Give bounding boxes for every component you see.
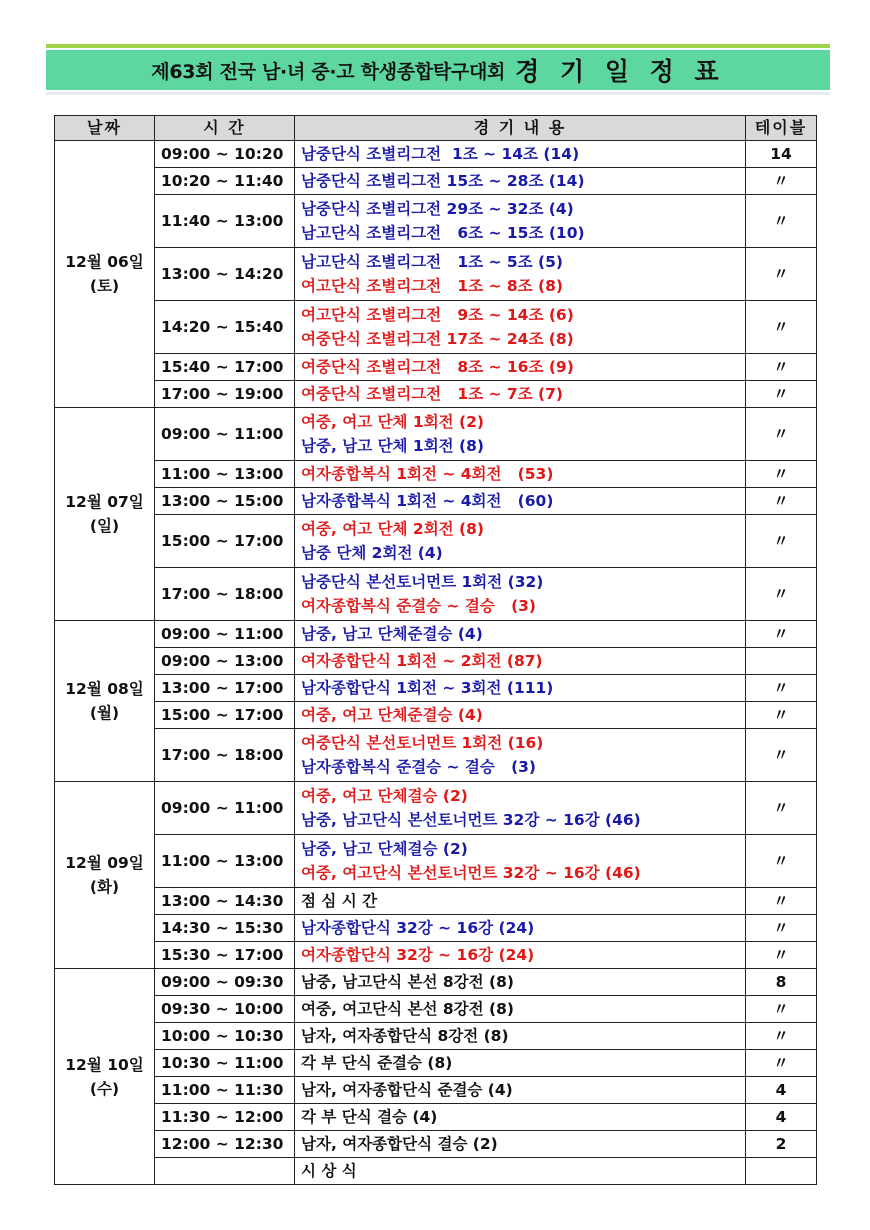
date-cell <box>55 969 155 1185</box>
table-count-cell: 〃 <box>746 729 817 782</box>
event-text: 남중, 남고 단체 1회전 (8) <box>301 437 484 455</box>
table-count-cell: 〃 <box>746 888 817 915</box>
table-row <box>55 1158 817 1185</box>
table-row <box>55 1050 817 1077</box>
event-cell <box>295 969 746 996</box>
table-row <box>55 675 817 702</box>
time-cell: 11:40 ~ 13:00 <box>155 195 295 248</box>
event-text: 여중, 여고단식 본선토너먼트 32강 ~ 16강 (46) <box>301 864 641 882</box>
header-content: 경 기 내 용 <box>295 116 746 141</box>
table-count-cell: 〃 <box>746 488 817 515</box>
table-row <box>55 354 817 381</box>
weekday-label: (화) <box>89 878 120 896</box>
table-count-cell: 〃 <box>746 248 817 301</box>
event-cell <box>295 381 746 408</box>
event-text: 남중 단체 2회전 (4) <box>301 544 443 562</box>
event-text: 여중, 여고 단체준결승 (4) <box>301 706 483 724</box>
table-row <box>55 248 817 301</box>
time-cell: 13:00 ~ 15:00 <box>155 488 295 515</box>
event-cell <box>295 729 746 782</box>
event-text: 남자, 여자종합단식 8강전 (8) <box>301 1027 509 1045</box>
time-cell: 09:30 ~ 10:00 <box>155 996 295 1023</box>
table-count-cell: 〃 <box>746 168 817 195</box>
time-cell: 17:00 ~ 18:00 <box>155 729 295 782</box>
table-count-cell: 〃 <box>746 702 817 729</box>
table-row <box>55 648 817 675</box>
event-text: 여자종합복식 준결승 ~ 결승 (3) <box>301 597 537 615</box>
weekday-label: (수) <box>89 1079 120 1098</box>
time-cell: 13:00 ~ 14:30 <box>155 888 295 915</box>
table-row <box>55 195 817 248</box>
time-cell: 17:00 ~ 18:00 <box>155 568 295 621</box>
event-text: 남중, 남고 단체결승 (2) <box>301 840 468 858</box>
date-cell <box>55 621 155 782</box>
event-text: 남중, 남고단식 본선토너먼트 32강 ~ 16강 (46) <box>301 811 641 829</box>
table-row <box>55 782 817 835</box>
document-title-emphasis: 경 기 일 정 표 <box>515 57 725 86</box>
table-row <box>55 1077 817 1104</box>
table-count-cell: 〃 <box>746 996 817 1023</box>
time-cell: 14:20 ~ 15:40 <box>155 301 295 354</box>
time-cell: 10:30 ~ 11:00 <box>155 1050 295 1077</box>
event-cell <box>295 248 746 301</box>
event-cell <box>295 675 746 702</box>
event-cell <box>295 1131 746 1158</box>
event-cell <box>295 568 746 621</box>
time-cell: 15:40 ~ 17:00 <box>155 354 295 381</box>
table-row <box>55 461 817 488</box>
time-cell: 15:00 ~ 17:00 <box>155 515 295 568</box>
table-row <box>55 381 817 408</box>
title-bottom-stripe <box>46 92 830 95</box>
table-row <box>55 168 817 195</box>
event-text: 여고단식 조별리그전 1조 ~ 8조 (8) <box>301 277 563 295</box>
event-text: 남자종합단식 32강 ~ 16강 (24) <box>301 919 535 937</box>
table-row <box>55 301 817 354</box>
event-text: 남자종합복식 준결승 ~ 결승 (3) <box>301 758 537 776</box>
event-text: 남자종합단식 1회전 ~ 3회전 (111) <box>301 679 554 697</box>
table-row <box>55 1104 817 1131</box>
event-text: 남자, 여자종합단식 결승 (2) <box>301 1135 498 1153</box>
event-cell <box>295 461 746 488</box>
event-text: 여중단식 조별리그전 1조 ~ 7조 (7) <box>301 385 563 403</box>
title-banner <box>46 44 830 98</box>
date-label: 12월 06일 <box>65 253 144 271</box>
event-cell <box>295 1104 746 1131</box>
table-row <box>55 702 817 729</box>
date-label: 12월 09일 <box>65 854 144 872</box>
table-row <box>55 1131 817 1158</box>
date-cell <box>55 782 155 969</box>
header-table: 테이블 <box>746 116 817 141</box>
table-count-cell: 〃 <box>746 782 817 835</box>
event-text: 여중, 여고 단체결승 (2) <box>301 787 468 805</box>
title-top-stripe <box>46 44 830 48</box>
title-bar <box>46 50 830 90</box>
time-cell <box>155 1158 295 1185</box>
event-text: 남중단식 조별리그전 29조 ~ 32조 (4) <box>301 200 574 218</box>
event-text: 남중단식 조별리그전 15조 ~ 28조 (14) <box>301 172 585 190</box>
time-cell: 10:00 ~ 10:30 <box>155 1023 295 1050</box>
time-cell: 09:00 ~ 09:30 <box>155 969 295 996</box>
event-text: 여중, 여고 단체 1회전 (2) <box>301 413 484 431</box>
table-count-cell: 〃 <box>746 301 817 354</box>
table-row <box>55 568 817 621</box>
table-count-cell: 〃 <box>746 915 817 942</box>
table-row <box>55 621 817 648</box>
event-text: 남중, 남고 단체준결승 (4) <box>301 625 483 643</box>
table-row <box>55 488 817 515</box>
event-text: 남고단식 조별리그전 6조 ~ 15조 (10) <box>301 224 585 242</box>
header-date: 날짜 <box>55 116 155 141</box>
event-cell <box>295 408 746 461</box>
time-cell: 15:30 ~ 17:00 <box>155 942 295 969</box>
table-row <box>55 888 817 915</box>
date-cell <box>55 408 155 621</box>
table-count-cell: 4 <box>746 1104 817 1131</box>
table-row <box>55 969 817 996</box>
event-cell <box>295 835 746 888</box>
event-text: 남고단식 조별리그전 1조 ~ 5조 (5) <box>301 253 563 271</box>
table-count-cell <box>746 648 817 675</box>
table-count-cell: 〃 <box>746 408 817 461</box>
event-text: 점 심 시 간 <box>301 892 378 910</box>
event-text: 여중단식 조별리그전 8조 ~ 16조 (9) <box>301 358 574 376</box>
event-text: 여자종합복식 1회전 ~ 4회전 (53) <box>301 465 554 483</box>
event-cell <box>295 195 746 248</box>
event-cell <box>295 168 746 195</box>
table-count-cell: 8 <box>746 969 817 996</box>
time-cell: 09:00 ~ 11:00 <box>155 621 295 648</box>
event-cell <box>295 702 746 729</box>
event-cell <box>295 1158 746 1185</box>
event-text: 여고단식 조별리그전 9조 ~ 14조 (6) <box>301 306 574 324</box>
table-row <box>55 915 817 942</box>
table-count-cell: 〃 <box>746 515 817 568</box>
time-cell: 13:00 ~ 14:20 <box>155 248 295 301</box>
time-cell: 11:30 ~ 12:00 <box>155 1104 295 1131</box>
event-cell <box>295 515 746 568</box>
table-count-cell: 〃 <box>746 675 817 702</box>
event-text: 남중, 남고단식 본선 8강전 (8) <box>301 973 514 991</box>
event-cell <box>295 942 746 969</box>
event-cell <box>295 354 746 381</box>
date-cell <box>55 141 155 408</box>
table-count-cell: 〃 <box>746 835 817 888</box>
table-row <box>55 1023 817 1050</box>
time-cell: 09:00 ~ 11:00 <box>155 408 295 461</box>
table-row <box>55 729 817 782</box>
event-text: 남중단식 조별리그전 1조 ~ 14조 (14) <box>301 145 580 163</box>
header-row <box>55 116 817 141</box>
table-row <box>55 996 817 1023</box>
table-row <box>55 942 817 969</box>
date-label: 12월 10일 <box>65 1055 144 1074</box>
event-text: 남자종합복식 1회전 ~ 4회전 (60) <box>301 492 554 510</box>
table-row <box>55 515 817 568</box>
time-cell: 15:00 ~ 17:00 <box>155 702 295 729</box>
event-cell <box>295 141 746 168</box>
table-count-cell <box>746 1158 817 1185</box>
event-text: 남중단식 본선토너먼트 1회전 (32) <box>301 573 544 591</box>
table-count-cell: 〃 <box>746 461 817 488</box>
table-count-cell: 〃 <box>746 1023 817 1050</box>
time-cell: 09:00 ~ 11:00 <box>155 782 295 835</box>
table-count-cell: 〃 <box>746 354 817 381</box>
event-cell <box>295 1050 746 1077</box>
table-count-cell: 〃 <box>746 621 817 648</box>
table-count-cell: 14 <box>746 141 817 168</box>
table-count-cell: 〃 <box>746 942 817 969</box>
event-cell <box>295 621 746 648</box>
time-cell: 14:30 ~ 15:30 <box>155 915 295 942</box>
table-count-cell: 4 <box>746 1077 817 1104</box>
event-cell <box>295 996 746 1023</box>
event-cell <box>295 1077 746 1104</box>
event-text: 여중단식 조별리그전 17조 ~ 24조 (8) <box>301 330 574 348</box>
event-cell <box>295 488 746 515</box>
event-text: 남자, 여자종합단식 준결승 (4) <box>301 1081 513 1099</box>
event-cell <box>295 888 746 915</box>
table-count-cell: 〃 <box>746 568 817 621</box>
header-time: 시 간 <box>155 116 295 141</box>
date-label: 12월 08일 <box>65 680 144 698</box>
time-cell: 11:00 ~ 13:00 <box>155 461 295 488</box>
event-text: 여중, 여고단식 본선 8강전 (8) <box>301 1000 514 1018</box>
table-count-cell: 2 <box>746 1131 817 1158</box>
event-text: 여중단식 본선토너먼트 1회전 (16) <box>301 734 544 752</box>
table-row <box>55 835 817 888</box>
document-title: 제63회 전국 남·녀 중·고 학생종합탁구대회 <box>151 60 506 83</box>
event-text: 여중, 여고 단체 2회전 (8) <box>301 520 484 538</box>
table-count-cell: 〃 <box>746 195 817 248</box>
weekday-label: (일) <box>89 517 120 535</box>
date-label: 12월 07일 <box>65 493 144 511</box>
time-cell: 17:00 ~ 19:00 <box>155 381 295 408</box>
event-text: 각 부 단식 준결승 (8) <box>301 1054 453 1072</box>
event-cell <box>295 301 746 354</box>
schedule-table <box>54 115 817 1185</box>
event-text: 각 부 단식 결승 (4) <box>301 1108 438 1126</box>
event-cell <box>295 782 746 835</box>
time-cell: 09:00 ~ 13:00 <box>155 648 295 675</box>
event-text: 여자종합단식 32강 ~ 16강 (24) <box>301 946 535 964</box>
event-text: 시 상 식 <box>301 1162 357 1180</box>
time-cell: 10:20 ~ 11:40 <box>155 168 295 195</box>
time-cell: 09:00 ~ 10:20 <box>155 141 295 168</box>
event-cell <box>295 915 746 942</box>
weekday-label: (토) <box>89 277 120 295</box>
weekday-label: (월) <box>89 704 120 722</box>
table-count-cell: 〃 <box>746 381 817 408</box>
table-row <box>55 141 817 168</box>
table-count-cell: 〃 <box>746 1050 817 1077</box>
table-row <box>55 408 817 461</box>
time-cell: 13:00 ~ 17:00 <box>155 675 295 702</box>
event-cell <box>295 1023 746 1050</box>
time-cell: 12:00 ~ 12:30 <box>155 1131 295 1158</box>
time-cell: 11:00 ~ 13:00 <box>155 835 295 888</box>
event-text: 여자종합단식 1회전 ~ 2회전 (87) <box>301 652 543 670</box>
event-cell <box>295 648 746 675</box>
time-cell: 11:00 ~ 11:30 <box>155 1077 295 1104</box>
